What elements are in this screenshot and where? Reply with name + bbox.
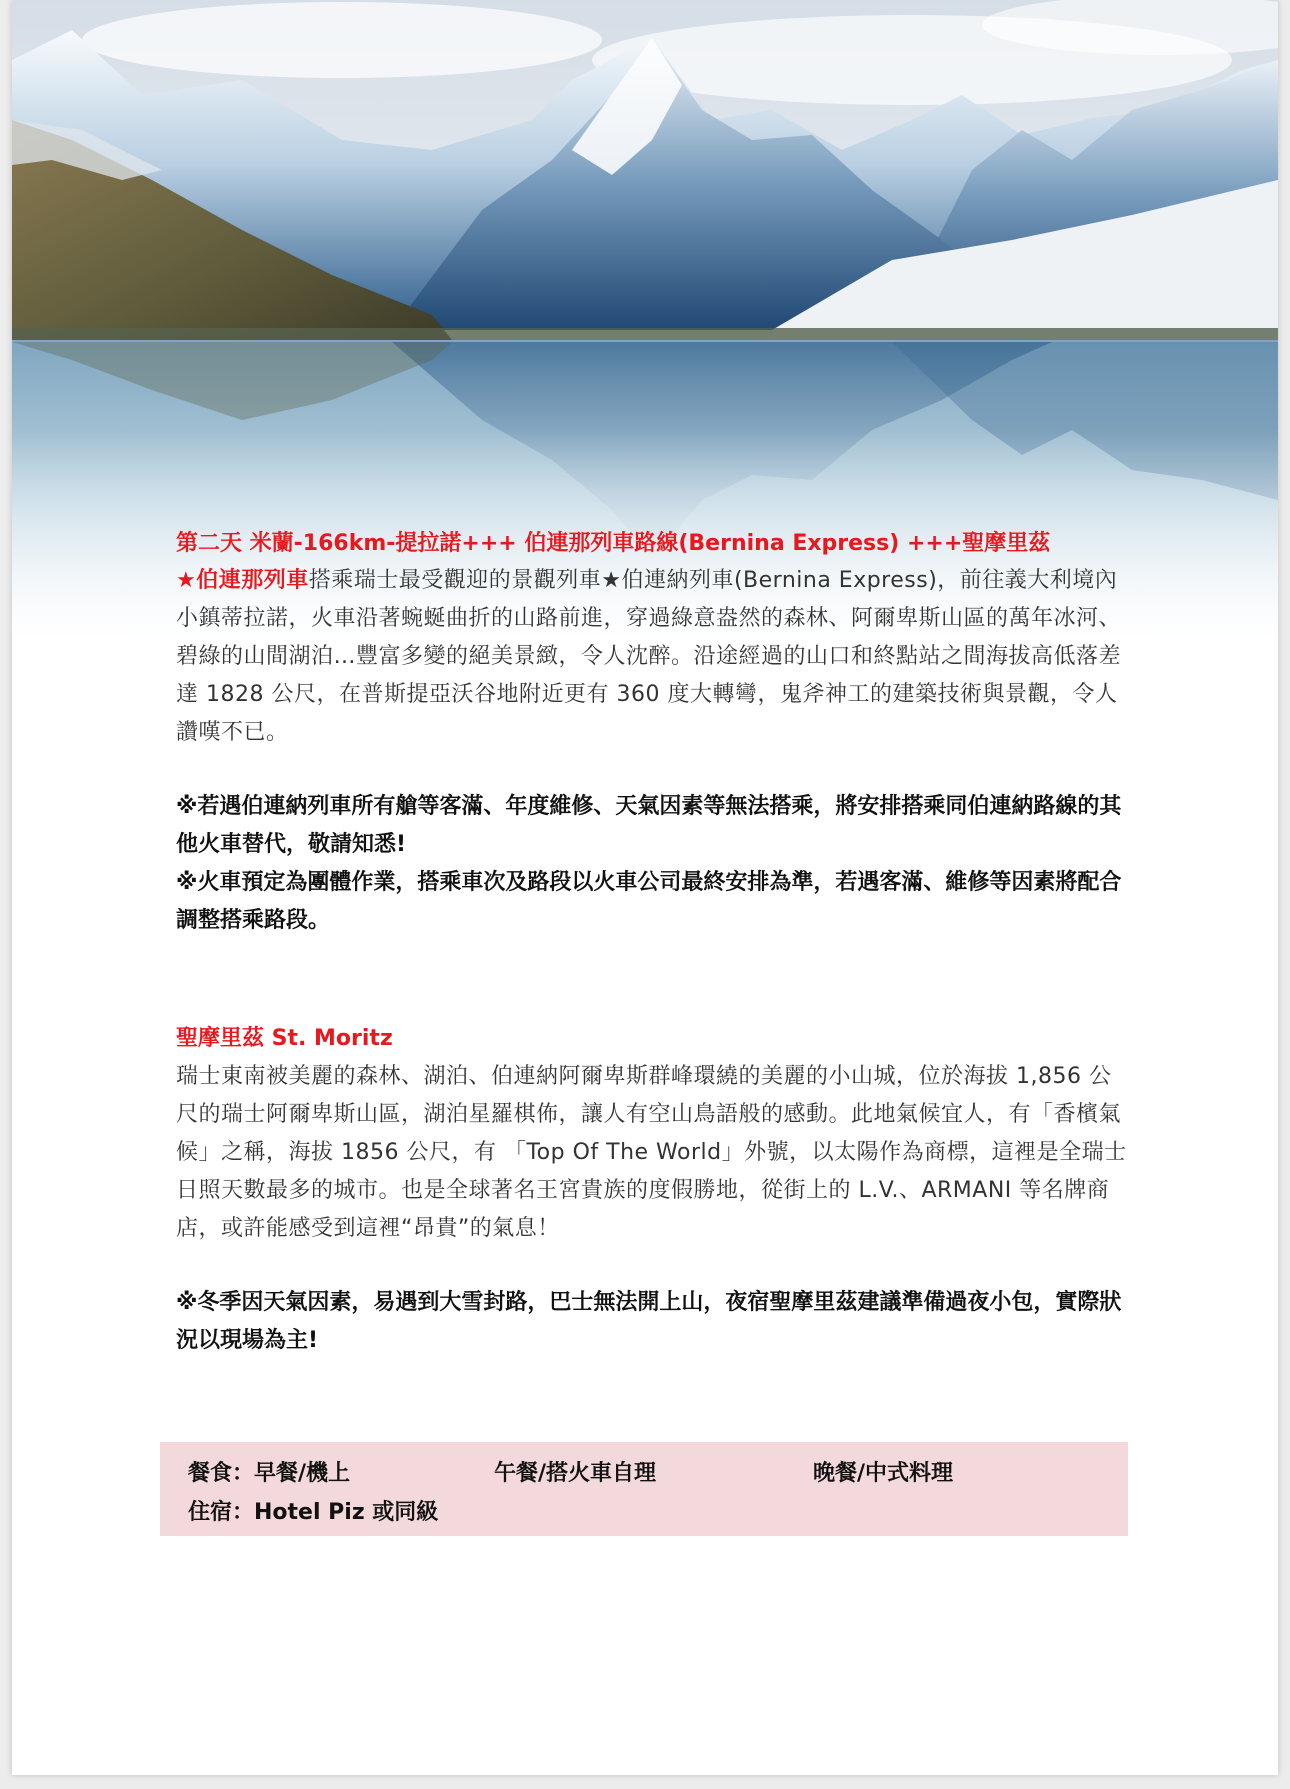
train-notes <box>176 788 1131 940</box>
winter-notes <box>176 1284 1131 1360</box>
bernina-lead: ★伯連那列車 <box>176 568 309 593</box>
winter-note: ※冬季因天氣因素，易遇到大雪封路，巴士無法開上山，夜宿聖摩里茲建議準備過夜小包，實際狀況以現場為主! <box>176 1290 1122 1353</box>
bernina-intro <box>176 562 1131 752</box>
itinerary-content <box>176 526 1131 1360</box>
train-note-1: ※若遇伯連納列車所有艙等客滿、年度維修、天氣因素等無法搭乘，將安排搭乘同伯連納路線的其他火車替代，敬請知悉! <box>176 794 1122 857</box>
stmoritz-description: 瑞士東南被美麗的森林、湖泊、伯連納阿爾卑斯群峰環繞的美麗的小山城，位於海拔 1,856 公尺的瑞士阿爾卑斯山區，湖泊星羅棋佈，讓人有空山鳥語般的感動。此地氣候宜人，有「香檳氣候」之稱，海拔 1856 公尺，有 「Top Of The World」外號，以太陽作為商標，這裡是全瑞士日照天數最多的城市。也是全球著名王宮貴族的度假勝地，從街上的 L.V.、ARMANI 等名牌商店，或許能感受到這裡“昂貴”的氣息！ <box>176 1064 1127 1241</box>
document-page <box>12 0 1278 1775</box>
breakfast-info: 餐食：早餐/機上 <box>188 1461 351 1486</box>
meal-info-box <box>160 1442 1128 1536</box>
dinner-info: 晚餐/中式料理 <box>813 1461 954 1486</box>
bernina-description: 搭乘瑞士最受觀迎的景觀列車★伯連納列車(Bernina Express)，前往義大利境內小鎮蒂拉諾，火車沿著蜿蜒曲折的山路前進，穿過綠意盎然的森林、阿爾卑斯山區的萬年冰河、碧綠的山間湖泊…豐富多變的絕美景緻，令人沈醉。沿途經過的山口和終點站之間海拔高低落差達 1828 公尺，在普斯提亞沃谷地附近更有 360 度大轉彎，鬼斧神工的建築技術與景觀，令人讚嘆不已。 <box>176 568 1122 745</box>
train-note-2: ※火車預定為團體作業，搭乘車次及路段以火車公司最終安排為準，若遇客滿、維修等因素將配合調整搭乘路段。 <box>176 870 1122 933</box>
stmoritz-title: 聖摩里茲 St. Moritz <box>176 1026 393 1051</box>
hotel-info: 住宿：Hotel Piz 或同級 <box>188 1500 439 1525</box>
day-title: 第二天 米蘭-166km-提拉諾+++ 伯連那列車路線(Bernina Express) +++聖摩里茲 <box>176 531 1051 556</box>
lunch-info: 午餐/搭火車自理 <box>494 1461 657 1486</box>
